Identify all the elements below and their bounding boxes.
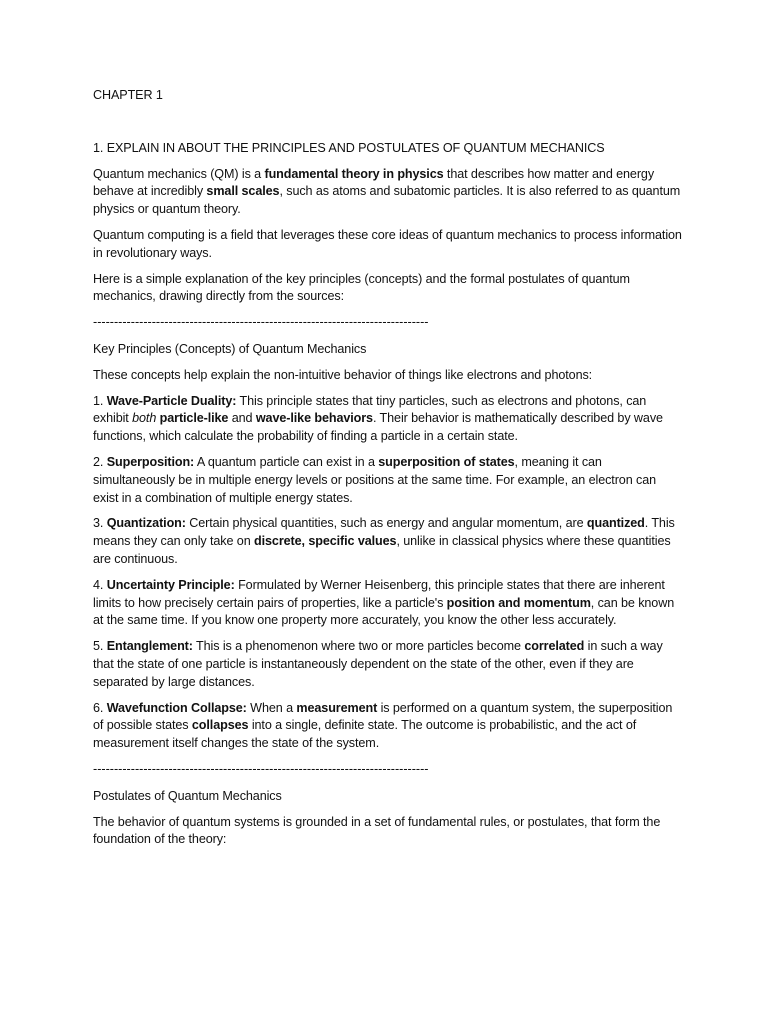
principles-lead: These concepts help explain the non-intuitive behavior of things like electrons and photons: xyxy=(93,367,593,382)
principle-item-superposition: 2. Superposition: A quantum particle can exist in a superposition of states, meaning it can simultaneously be in multiple energy levels or positions at the same time. For example, an electron can exist in a combination of multiple energy states. xyxy=(93,454,656,505)
postulates-title: Postulates of Quantum Mechanics xyxy=(93,788,282,803)
principle-item-wavefunction-collapse: 6. Wavefunction Collapse: When a measurement is performed on a quantum system, the superposition of possible states collapses into a single, definite state. The outcome is probabilistic, and the act of measurement itself changes the state of the system. xyxy=(93,700,673,751)
postulates-lead: The behavior of quantum systems is grounded in a set of fundamental rules, or postulates, that form the foundation of the theory: xyxy=(93,814,661,847)
chapter-label: CHAPTER 1 xyxy=(93,88,163,102)
section-divider: -------------------------------------------------------------------------------- xyxy=(93,315,429,330)
principles-title: Key Principles (Concepts) of Quantum Mechanics xyxy=(93,341,367,356)
intro-paragraph-computing: Quantum computing is a field that leverages these core ideas of quantum mechanics to process information in revolutionary ways. xyxy=(93,227,682,260)
principle-item-wave-particle-duality: 1. Wave-Particle Duality: This principle states that tiny particles, such as electrons and photons, can exhibit both particle-like and wave-like behaviors. Their behavior is mathematically described by wave functions, which calculate the probability of finding a particle in a certain state. xyxy=(93,393,663,444)
intro-paragraph-explanation: Here is a simple explanation of the key principles (concepts) and the formal postulates of quantum mechanics, drawing directly from the sources: xyxy=(93,271,630,304)
question-heading: 1. EXPLAIN IN ABOUT THE PRINCIPLES AND POSTULATES OF QUANTUM MECHANICS xyxy=(93,140,605,155)
principle-item-entanglement: 5. Entanglement: This is a phenomenon where two or more particles become correlated in such a way that the state of one particle is instantaneously dependent on the state of the other, even if they are separated by large distances. xyxy=(93,639,663,689)
page-content xyxy=(93,87,683,849)
intro-paragraph-qm: Quantum mechanics (QM) is a fundamental theory in physics that describes how matter and energy behave at incredibly small scales, such as atoms and subatomic particles. It is also referred to as quantum physics or quantum theory. xyxy=(93,166,681,217)
principle-item-quantization: 3. Quantization: Certain physical quantities, such as energy and angular momentum, are quantized. This means they can only take on discrete, specific values, unlike in classical physics where these quantities are continuous. xyxy=(93,516,675,566)
section-divider: -------------------------------------------------------------------------------- xyxy=(93,761,429,776)
principle-item-uncertainty: 4. Uncertainty Principle: Formulated by Werner Heisenberg, this principle states that there are inherent limits to how precisely certain pairs of properties, like a particle's position and momentum, can be known at the same time. If you know one property more accurately, you know the other less accurately. xyxy=(93,577,675,628)
